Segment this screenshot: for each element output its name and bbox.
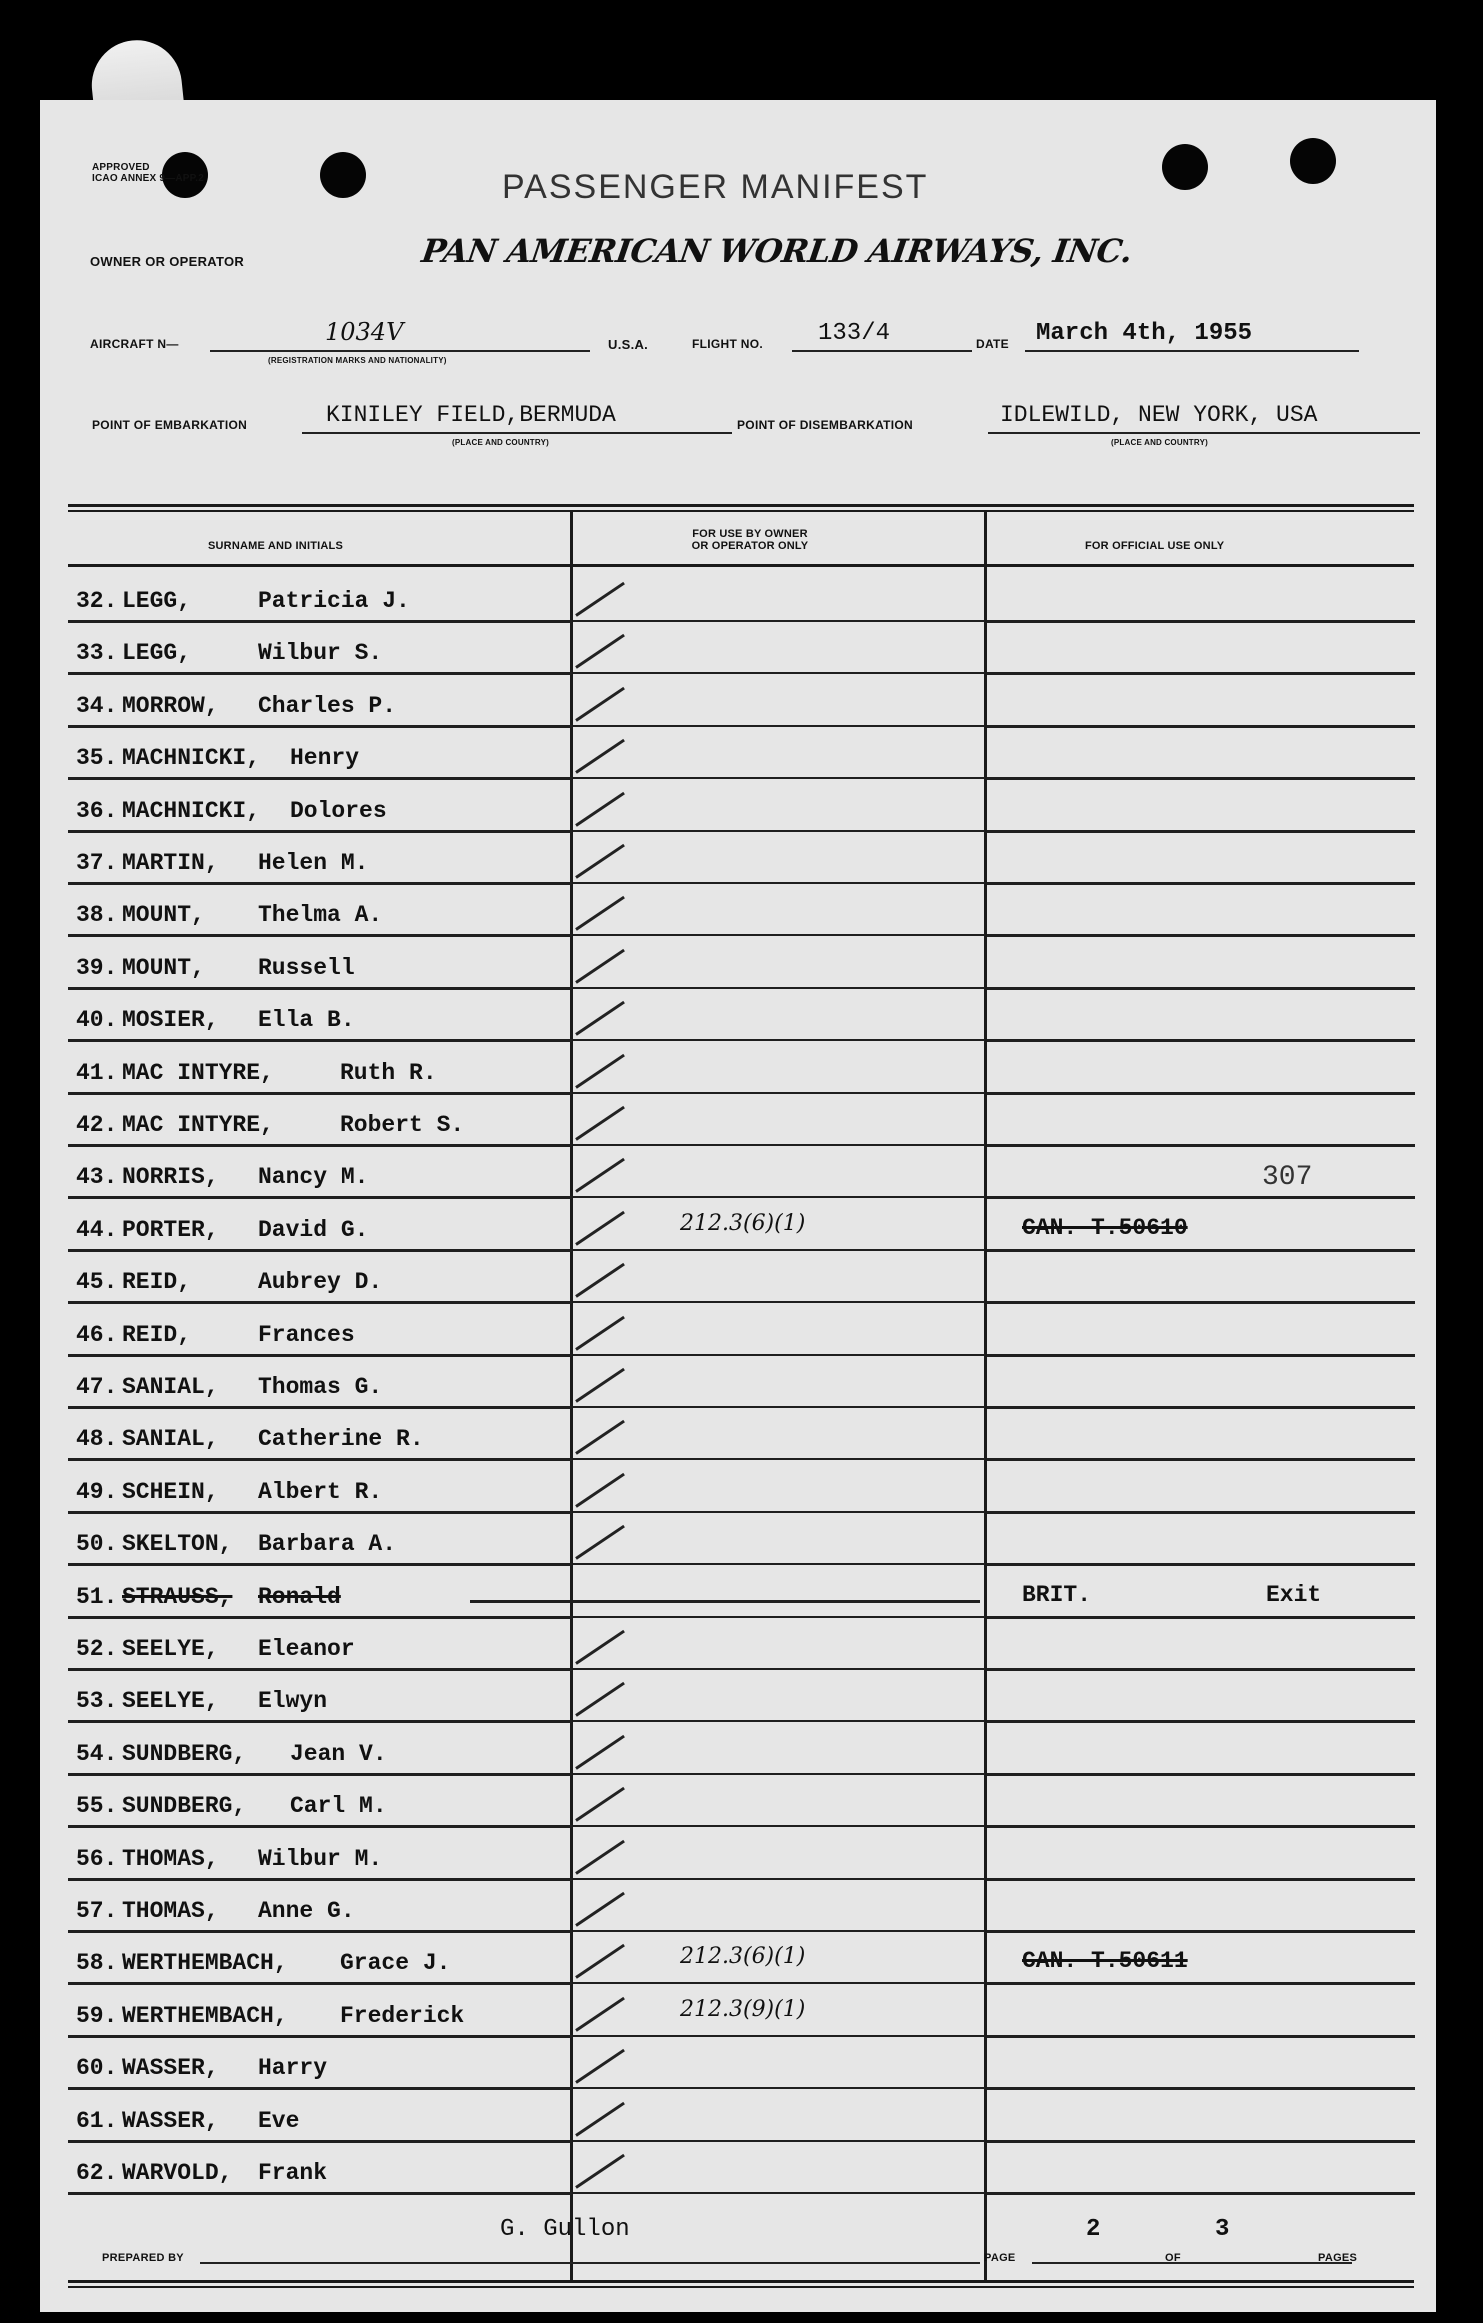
row-official: CAN. T.50610 xyxy=(1022,1214,1188,1241)
row-given-name: Thelma A. xyxy=(258,902,383,929)
date-underline xyxy=(1025,350,1359,352)
row-divider xyxy=(68,1458,572,1461)
row-divider xyxy=(987,1458,1415,1461)
check-mark xyxy=(575,1053,625,1088)
row-surname: THOMAS, xyxy=(122,1845,219,1872)
table-bottom-rule xyxy=(68,2280,1414,2283)
table-bottom-rule-2 xyxy=(68,2286,1414,2288)
row-divider xyxy=(68,1773,572,1776)
row-divider xyxy=(987,1930,1415,1933)
check-mark xyxy=(575,1735,625,1770)
row-divider xyxy=(987,830,1415,833)
row-divider xyxy=(68,1354,572,1357)
row-divider xyxy=(987,1354,1415,1357)
row-number: 61. xyxy=(76,2107,118,2134)
row-divider xyxy=(987,2035,1415,2038)
row-divider xyxy=(573,1878,985,1880)
row-number: 60. xyxy=(76,2055,118,2082)
row-given-name: Grace J. xyxy=(340,1950,451,1977)
date-label: DATE xyxy=(976,337,1009,351)
row-divider xyxy=(573,1563,985,1565)
punch-hole xyxy=(320,152,366,198)
row-number: 57. xyxy=(76,1898,118,1924)
row-given-name: Harry xyxy=(258,2055,328,2082)
row-official: BRIT. xyxy=(1022,1581,1092,1608)
row-divider xyxy=(987,1773,1415,1776)
row-given-name: Frances xyxy=(258,1321,355,1348)
check-mark xyxy=(575,1944,625,1979)
row-divider xyxy=(987,1144,1415,1147)
row-divider xyxy=(573,987,985,989)
row-divider xyxy=(987,1039,1415,1042)
row-surname: MORROW, xyxy=(122,692,219,719)
row-number: 39. xyxy=(76,954,118,981)
row-divider xyxy=(68,987,572,990)
row-surname: THOMAS, xyxy=(122,1898,219,1924)
row-divider xyxy=(68,1825,572,1828)
row-given-name: Anne G. xyxy=(258,1898,355,1924)
row-surname: LEGG, xyxy=(122,588,192,614)
row-surname: WASSER, xyxy=(122,2107,219,2134)
row-divider xyxy=(987,987,1415,990)
check-mark xyxy=(575,1368,625,1403)
strike-line xyxy=(470,1600,980,1603)
column-header-owner-use: FOR USE BY OWNER OR OPERATOR ONLY xyxy=(691,528,809,552)
check-mark xyxy=(575,582,625,617)
row-divider xyxy=(68,1616,572,1619)
row-divider xyxy=(573,882,985,884)
check-mark xyxy=(575,2101,625,2136)
row-divider xyxy=(573,1039,985,1041)
row-divider xyxy=(573,2035,985,2037)
row-divider xyxy=(573,1930,985,1932)
prepared-by-label: PREPARED BY xyxy=(102,2252,184,2264)
row-given-name: Eleanor xyxy=(258,1636,355,1662)
row-number: 32. xyxy=(76,588,118,614)
row-surname: REID, xyxy=(122,1269,192,1296)
row-given-name: Ella B. xyxy=(258,1007,355,1034)
check-mark xyxy=(575,896,625,931)
row-given-name: Frederick xyxy=(340,2002,465,2029)
row-number: 44. xyxy=(76,1216,118,1243)
row-divider xyxy=(987,2140,1415,2143)
check-mark xyxy=(575,687,625,722)
disembark-underline xyxy=(988,432,1420,434)
row-surname: MACHNICKI, xyxy=(122,797,261,824)
row-divider xyxy=(68,1196,572,1199)
row-surname: SUNDBERG, xyxy=(122,1740,247,1767)
aircraft-underline xyxy=(210,350,590,352)
disembark-caption: (PLACE AND COUNTRY) xyxy=(1111,438,1208,447)
column-header-official: FOR OFFICIAL USE ONLY xyxy=(1085,540,1225,552)
embark-underline xyxy=(302,432,732,434)
row-divider xyxy=(68,2192,572,2195)
row-divider xyxy=(573,1982,985,1984)
embark-value: KINILEY FIELD,BERMUDA xyxy=(326,402,616,428)
check-mark xyxy=(575,1211,625,1246)
operator-name: PAN AMERICAN WORLD AIRWAYS, INC. xyxy=(419,232,1135,270)
check-mark xyxy=(575,1263,625,1298)
row-divider xyxy=(573,1720,985,1722)
row-divider xyxy=(68,1039,572,1042)
row-divider xyxy=(573,1354,985,1356)
row-divider xyxy=(68,1301,572,1304)
row-given-name: Patricia J. xyxy=(258,588,410,614)
row-divider xyxy=(987,1196,1415,1199)
row-divider xyxy=(573,620,985,622)
row-divider xyxy=(68,1511,572,1514)
row-divider xyxy=(68,934,572,937)
row-divider xyxy=(573,672,985,674)
row-divider xyxy=(573,1196,985,1198)
row-surname: SEELYE, xyxy=(122,1688,219,1715)
prepared-underline xyxy=(200,2262,980,2264)
embark-caption: (PLACE AND COUNTRY) xyxy=(452,438,549,447)
row-divider xyxy=(987,2192,1415,2195)
check-mark xyxy=(575,1315,625,1350)
row-number: 47. xyxy=(76,1374,118,1400)
row-given-name: Eve xyxy=(258,2107,300,2134)
row-divider xyxy=(573,1249,985,1251)
row-surname: STRAUSS, xyxy=(122,1583,233,1610)
row-number: 58. xyxy=(76,1950,118,1977)
row-number: 62. xyxy=(76,2160,118,2186)
check-mark xyxy=(575,1158,625,1193)
row-number: 54. xyxy=(76,1740,118,1767)
row-divider xyxy=(987,620,1415,623)
row-given-name: Albert R. xyxy=(258,1478,383,1505)
row-given-name: Helen M. xyxy=(258,850,369,876)
row-number: 41. xyxy=(76,1059,118,1086)
row-surname: SEELYE, xyxy=(122,1636,219,1662)
row-surname: MACHNICKI, xyxy=(122,745,261,772)
row-divider xyxy=(987,1616,1415,1619)
row-divider xyxy=(573,1301,985,1303)
row-divider xyxy=(68,1930,572,1933)
check-mark xyxy=(575,1839,625,1874)
row-surname: MARTIN, xyxy=(122,850,219,876)
check-mark xyxy=(575,634,625,669)
punch-hole xyxy=(1290,138,1336,184)
row-surname: WERTHEMBACH, xyxy=(122,1950,288,1977)
check-mark xyxy=(575,1420,625,1455)
row-divider xyxy=(987,1563,1415,1566)
row-given-name: Elwyn xyxy=(258,1688,328,1715)
row-divider xyxy=(68,1406,572,1409)
row-number: 35. xyxy=(76,745,118,772)
row-given-name: Thomas G. xyxy=(258,1374,383,1400)
check-mark xyxy=(575,1787,625,1822)
row-divider xyxy=(987,1406,1415,1409)
row-given-name: Aubrey D. xyxy=(258,1269,383,1296)
row-number: 48. xyxy=(76,1426,118,1453)
row-divider xyxy=(68,725,572,728)
row-number: 42. xyxy=(76,1112,118,1138)
row-note: 212.3(6)(1) xyxy=(680,1210,806,1236)
row-divider xyxy=(573,1144,985,1146)
row-divider xyxy=(573,2140,985,2142)
column-header-surname: SURNAME AND INITIALS xyxy=(208,540,343,552)
row-number: 36. xyxy=(76,797,118,824)
row-given-name: Dolores xyxy=(290,797,387,824)
row-divider xyxy=(987,1301,1415,1304)
row-official: 307 xyxy=(1262,1162,1313,1194)
row-number: 46. xyxy=(76,1321,118,1348)
row-official: CAN. T.50611 xyxy=(1022,1948,1188,1975)
row-divider xyxy=(68,672,572,675)
row-surname: MOUNT, xyxy=(122,902,205,929)
check-mark xyxy=(575,844,625,879)
check-mark xyxy=(575,1106,625,1141)
check-mark xyxy=(575,739,625,774)
row-divider xyxy=(987,1249,1415,1252)
row-number: 51. xyxy=(76,1583,118,1610)
row-surname: MAC INTYRE, xyxy=(122,1059,274,1086)
row-divider xyxy=(987,1511,1415,1514)
row-number: 43. xyxy=(76,1164,118,1191)
check-mark xyxy=(575,1473,625,1508)
row-given-name: Catherine R. xyxy=(258,1426,424,1453)
row-number: 45. xyxy=(76,1269,118,1296)
row-divider xyxy=(573,2192,985,2194)
row-divider xyxy=(573,1458,985,1460)
row-divider xyxy=(68,1982,572,1985)
row-given-name: Ruth R. xyxy=(340,1059,437,1086)
table-top-rule xyxy=(68,504,1414,507)
table-top-rule-2 xyxy=(68,510,1414,512)
row-divider xyxy=(987,1825,1415,1828)
row-divider xyxy=(987,1092,1415,1095)
check-mark xyxy=(575,1892,625,1927)
row-given-name: Robert S. xyxy=(340,1112,465,1138)
aircraft-value: 1034V xyxy=(325,318,404,346)
row-divider xyxy=(68,1720,572,1723)
row-divider xyxy=(68,2087,572,2090)
approval-stamp: APPROVED ICAO ANNEX 9—APP.2 xyxy=(92,162,204,184)
flight-label: FLIGHT NO. xyxy=(692,337,763,351)
row-divider xyxy=(987,1668,1415,1671)
row-divider xyxy=(573,1092,985,1094)
check-mark xyxy=(575,1997,625,2032)
row-divider xyxy=(987,672,1415,675)
owner-label: OWNER OR OPERATOR xyxy=(90,254,245,269)
row-given-name: Henry xyxy=(290,745,360,772)
row-number: 56. xyxy=(76,1845,118,1872)
row-number: 55. xyxy=(76,1793,118,1820)
row-given-name: David G. xyxy=(258,1216,369,1243)
row-surname: NORRIS, xyxy=(122,1164,219,1191)
row-divider xyxy=(68,1878,572,1881)
row-divider xyxy=(68,882,572,885)
row-surname: WASSER, xyxy=(122,2055,219,2082)
row-number: 52. xyxy=(76,1636,118,1662)
row-number: 38. xyxy=(76,902,118,929)
row-surname: REID, xyxy=(122,1321,192,1348)
row-divider xyxy=(573,934,985,936)
row-official-note: Exit xyxy=(1266,1581,1322,1608)
row-number: 49. xyxy=(76,1478,118,1505)
check-mark xyxy=(575,2154,625,2189)
embark-label: POINT OF EMBARKATION xyxy=(92,418,248,432)
row-divider xyxy=(68,1249,572,1252)
row-given-name: Russell xyxy=(258,954,355,981)
row-divider xyxy=(987,725,1415,728)
flight-underline xyxy=(792,350,972,352)
row-divider xyxy=(68,830,572,833)
check-mark xyxy=(575,791,625,826)
row-surname: WARVOLD, xyxy=(122,2160,233,2186)
row-surname: LEGG, xyxy=(122,640,192,667)
row-given-name: Ronald xyxy=(258,1583,341,1610)
row-divider xyxy=(987,1878,1415,1881)
row-divider xyxy=(68,1144,572,1147)
row-given-name: Carl M. xyxy=(290,1793,387,1820)
row-divider xyxy=(987,2087,1415,2090)
pages-label: PAGES xyxy=(1318,2252,1358,2264)
manifest-sheet xyxy=(40,100,1436,2312)
row-divider xyxy=(987,1720,1415,1723)
row-number: 50. xyxy=(76,1531,118,1558)
row-number: 37. xyxy=(76,850,118,876)
disembark-value: IDLEWILD, NEW YORK, USA xyxy=(1000,402,1318,428)
row-divider xyxy=(573,1773,985,1775)
row-given-name: Charles P. xyxy=(258,692,397,719)
row-divider xyxy=(573,830,985,832)
row-divider xyxy=(573,1668,985,1670)
row-surname: MOUNT, xyxy=(122,954,205,981)
row-divider xyxy=(68,2035,572,2038)
row-given-name: Barbara A. xyxy=(258,1531,397,1558)
row-surname: MOSIER, xyxy=(122,1007,219,1034)
check-mark xyxy=(575,1630,625,1665)
row-surname: SUNDBERG, xyxy=(122,1793,247,1820)
of-value: 3 xyxy=(1215,2216,1230,2243)
row-divider xyxy=(573,1825,985,1827)
usa-label: U.S.A. xyxy=(608,337,649,352)
row-divider xyxy=(68,1563,572,1566)
check-mark xyxy=(575,1525,625,1560)
row-divider xyxy=(68,620,572,623)
row-surname: WERTHEMBACH, xyxy=(122,2002,288,2029)
of-label: OF xyxy=(1165,2252,1181,2264)
row-divider xyxy=(68,1092,572,1095)
row-given-name: Frank xyxy=(258,2160,328,2186)
row-number: 40. xyxy=(76,1007,118,1034)
aircraft-caption: (REGISTRATION MARKS AND NATIONALITY) xyxy=(268,356,447,365)
disembark-label: POINT OF DISEMBARKATION xyxy=(737,418,914,432)
row-given-name: Wilbur M. xyxy=(258,1845,383,1872)
row-divider xyxy=(573,1616,985,1618)
row-divider xyxy=(573,1511,985,1513)
row-divider xyxy=(573,1406,985,1408)
aircraft-label: AIRCRAFT N— xyxy=(90,337,179,351)
row-given-name: Jean V. xyxy=(290,1740,387,1767)
flight-value: 133/4 xyxy=(818,320,891,347)
row-divider xyxy=(987,1982,1415,1985)
row-divider xyxy=(987,882,1415,885)
table-header-rule xyxy=(68,564,1414,567)
row-surname: SANIAL, xyxy=(122,1426,219,1453)
page-label: PAGE xyxy=(984,2252,1016,2264)
row-note: 212.3(9)(1) xyxy=(680,1996,806,2022)
row-surname: SKELTON, xyxy=(122,1531,233,1558)
row-number: 53. xyxy=(76,1688,118,1715)
row-divider xyxy=(68,1668,572,1671)
row-given-name: Nancy M. xyxy=(258,1164,369,1191)
check-mark xyxy=(575,1001,625,1036)
row-surname: MAC INTYRE, xyxy=(122,1112,274,1138)
row-note: 212.3(6)(1) xyxy=(680,1944,806,1970)
row-divider xyxy=(68,2140,572,2143)
punch-hole xyxy=(1162,144,1208,190)
row-divider xyxy=(987,934,1415,937)
row-surname: PORTER, xyxy=(122,1216,219,1243)
row-divider xyxy=(987,777,1415,780)
page-value: 2 xyxy=(1086,2216,1101,2243)
row-divider xyxy=(573,2087,985,2089)
row-surname: SANIAL, xyxy=(122,1374,219,1400)
check-mark xyxy=(575,949,625,984)
check-mark xyxy=(575,2049,625,2084)
row-number: 59. xyxy=(76,2002,118,2029)
page-title: PASSENGER MANIFEST xyxy=(502,168,929,206)
check-mark xyxy=(575,1682,625,1717)
row-divider xyxy=(68,777,572,780)
row-surname: SCHEIN, xyxy=(122,1478,219,1505)
row-divider xyxy=(573,777,985,779)
prepared-value: G. Gullon xyxy=(500,2216,630,2243)
row-given-name: Wilbur S. xyxy=(258,640,383,667)
row-number: 34. xyxy=(76,692,118,719)
date-value: March 4th, 1955 xyxy=(1036,320,1253,347)
row-divider xyxy=(573,725,985,727)
row-number: 33. xyxy=(76,640,118,667)
